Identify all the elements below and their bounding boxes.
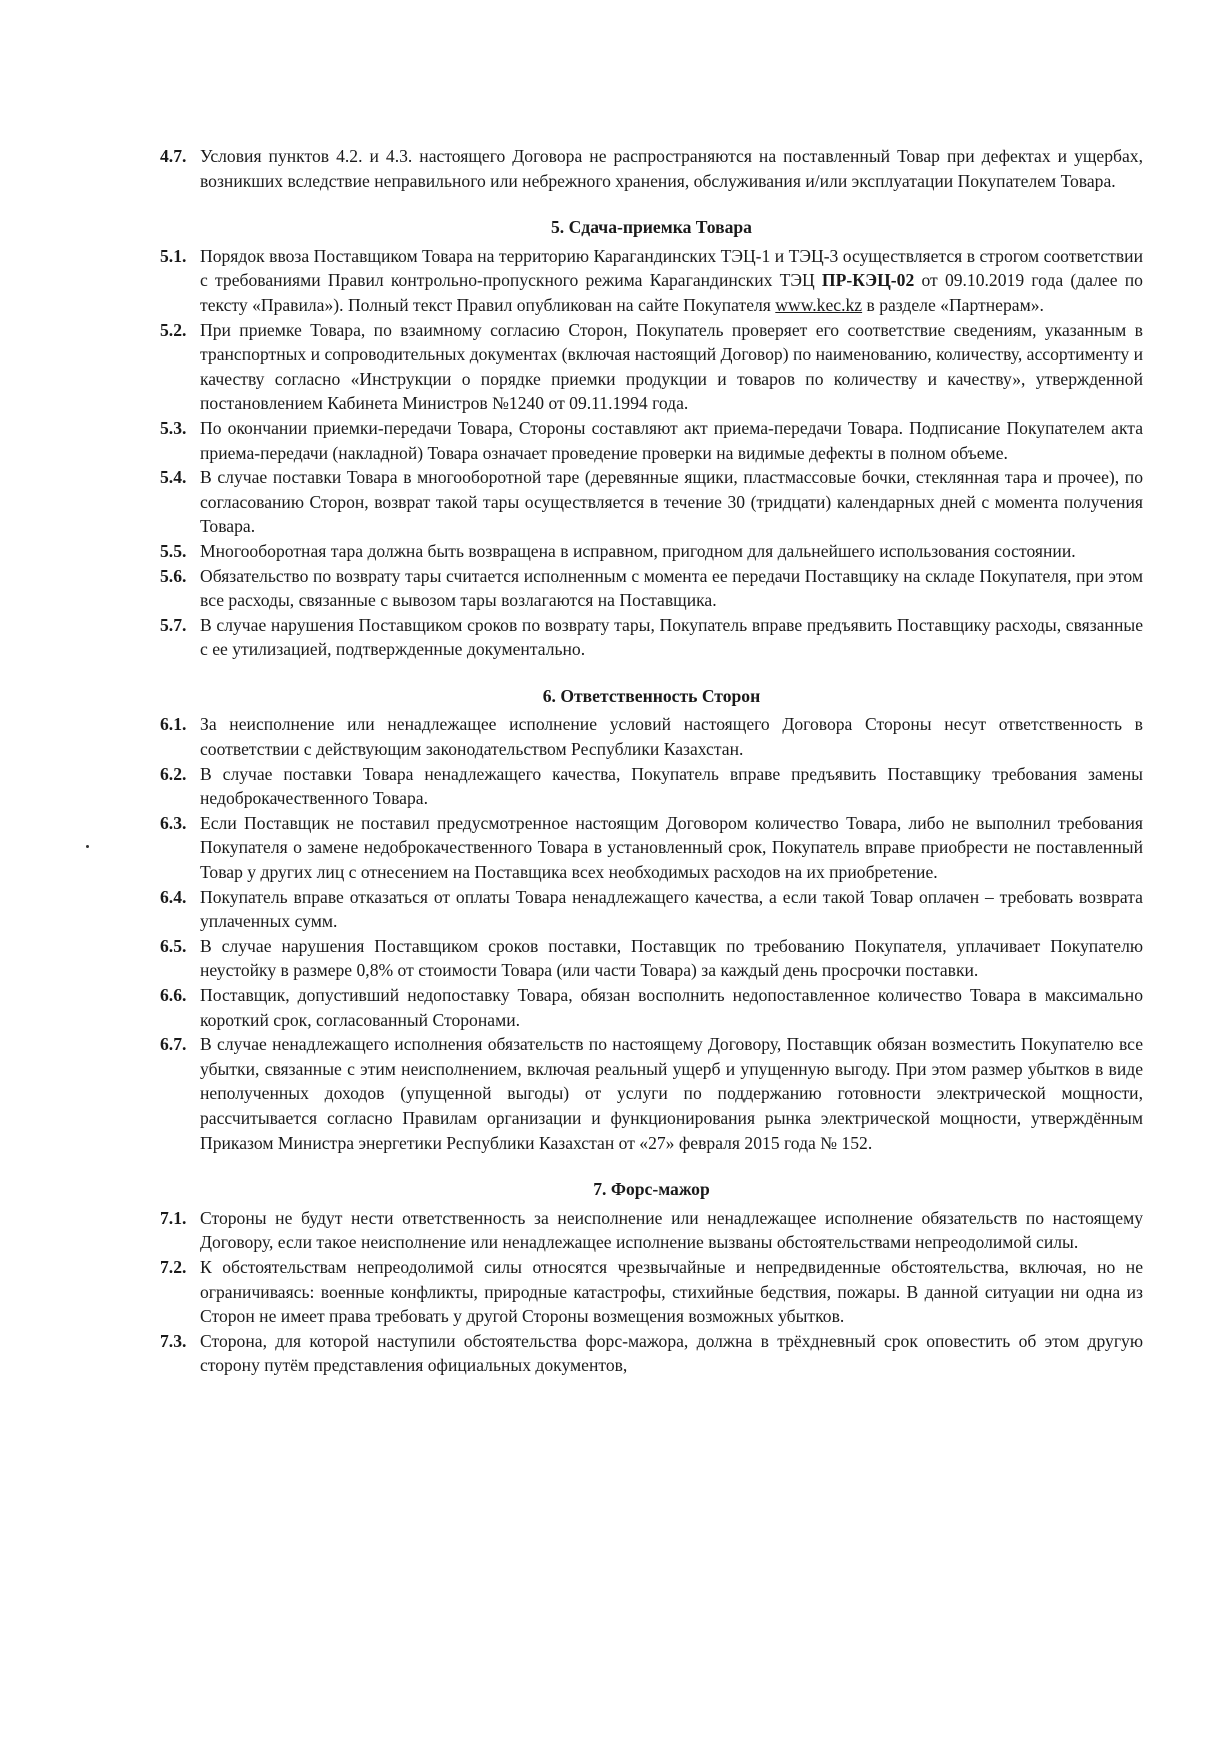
- clause-number: 5.7.: [160, 614, 187, 635]
- clause-4-7: [160, 144, 1143, 193]
- clause-text: При приемке Товара, по взаимному согласию Сторон, Покупатель проверяет его соответствие сведениям, указанным в транспортных и сопроводительных документах (включая настоящий Договор) по наименованию, количеству, ассортименту и качеству согласно «Инструкции о порядке приемки продукции и товаров по количеству и качеству», утвержденной постановлением Кабинета Министров №1240 от 09.11.1994 года.: [200, 319, 1143, 414]
- clause-number: 6.1.: [160, 714, 187, 735]
- clause-5-7: [160, 613, 1143, 662]
- clause-text: Стороны не будут нести ответственность за неисполнение или ненадлежащее исполнение обязательств по настоящему Договору, если такое неисполнение или ненадлежащее исполнение вызваны обстоятельствами непреодолимой силы.: [200, 1207, 1143, 1253]
- clause-text: Если Поставщик не поставил предусмотренное настоящим Договором количество Товара, либо не выполнил требования Покупателя о замене недоброкачественного Товара в установленный срок, Покупатель вправе приобрести не поставленный Товар у других лиц с отнесением на Поставщика всех необходимых расходов на их приобретение.: [200, 812, 1143, 883]
- clause-6-3: [160, 811, 1143, 885]
- clause-number: 6.4.: [160, 886, 187, 907]
- clause-6-2: [160, 762, 1143, 811]
- clause-text: Сторона, для которой наступили обстоятельства форс-мажора, должна в трёхдневный срок оповестить об этом другую сторону путём представления официальных документов,: [200, 1330, 1143, 1376]
- clause-7-2: [160, 1255, 1143, 1329]
- clause-number: 5.6.: [160, 565, 187, 586]
- clause-5-2: [160, 318, 1143, 416]
- clause-text: Поставщик, допустивший недопоставку Товара, обязан восполнить недопоставленное количество Товара в максимально короткий срок, согласованный Сторонами.: [200, 985, 1143, 1030]
- clause-5-3: [160, 416, 1143, 465]
- clause-7-1: [160, 1206, 1143, 1255]
- clause-6-5: [160, 934, 1143, 983]
- clause-text: По окончании приемки-передачи Товара, Стороны составляют акт приема-передачи Товара. Подписание Покупателем акта приема-передачи (накладной) Товара означает проведение проверки на видимые дефекты в полном объеме.: [200, 417, 1143, 463]
- clause-number: 5.3.: [160, 417, 187, 438]
- clause-number: 7.1.: [160, 1207, 187, 1228]
- clause-number: 6.6.: [160, 985, 187, 1005]
- clause-number: 5.4.: [160, 467, 187, 488]
- clause-number: 7.3.: [160, 1330, 187, 1351]
- clause-5-6: [160, 564, 1143, 613]
- clause-5-5: [160, 539, 1143, 564]
- clause-text: Порядок ввоза Поставщиком Товара на территорию Карагандинских ТЭЦ-1 и ТЭЦ-3 осуществляется в строгом соответствии с требованиями Правил контрольно-пропускного режима Карагандинских ТЭЦ: [200, 245, 1143, 291]
- clause-text: В случае нарушения Поставщиком сроков поставки, Поставщик по требованию Покупателя, уплачивает Покупателю неустойку в размере 0,8% от стоимости Товара (или части Товара) за каждый день просрочки поставки.: [200, 935, 1143, 981]
- clause-number: 6.5.: [160, 935, 187, 956]
- website-link[interactable]: www.kec.kz: [775, 294, 863, 315]
- clause-6-4: [160, 885, 1143, 934]
- clause-text: В случае ненадлежащего исполнения обязательств по настоящему Договору, Поставщик обязан возместить Покупателю все убытки, связанные с этим неисполнением, включая реальный ущерб и упущенную выгоду. При этом размер убытков в виде неполученных доходов (упущенной выгоды) от услуги по поддержанию готовности электрической мощности, рассчитывается согласно Правилам организации и функционирования рынка электрической мощности, утверждённым Приказом Министра энергетики Республики Казахстан от «27» февраля 2015 года № 152.: [200, 1034, 1143, 1153]
- clause-text: К обстоятельствам непреодолимой силы относятся чрезвычайные и непредвиденные обстоятельства, включая, но не ограничиваясь: военные конфликты, природные катастрофы, стихийные бедствия, пожары. В данной ситуации ни одна из Сторон не имеет права требовать у другой Стороны возмещения возможных убытков.: [200, 1256, 1143, 1327]
- clause-text: За неисполнение или ненадлежащее исполнение условий настоящего Договора Стороны несут ответственность в соответствии с действующим законодательством Республики Казахстан.: [200, 714, 1143, 760]
- scan-speck: [86, 845, 89, 848]
- clause-text: Условия пунктов 4.2. и 4.3. настоящего Договора не распространяются на поставленный Товар при дефектах и ущербах, возникших вследствие неправильного или небрежного хранения, обслуживания и/или эксплуатации Покупателем Товара.: [200, 146, 1143, 191]
- clause-text: Покупатель вправе отказаться от оплаты Товара ненадлежащего качества, а если такой Товар оплачен – требовать возврата уплаченных сумм.: [200, 886, 1143, 932]
- clause-text: в разделе «Партнерам».: [862, 294, 1044, 315]
- section-7-heading: 7. Форс-мажор: [593, 1179, 710, 1200]
- section-5-heading: 5. Сдача-приемка Товара: [551, 217, 752, 238]
- clause-number: 5.5.: [160, 540, 187, 561]
- section-6-heading: 6. Ответственность Сторон: [542, 685, 761, 706]
- clause-6-1: [160, 712, 1143, 761]
- clause-text: Многооборотная тара должна быть возвращена в исправном, пригодном для дальнейшего использования состоянии.: [200, 540, 1076, 561]
- clause-text: В случае поставки Товара в многооборотной таре (деревянные ящики, пластмассовые бочки, стеклянная тара и прочее), по согласованию Сторон, возврат такой тары осуществляется в течение 30 (тридцати) календарных дней с момента получения Товара.: [200, 467, 1143, 537]
- clause-number: 6.2.: [160, 763, 187, 784]
- clause-7-3: [160, 1329, 1143, 1378]
- clause-6-6: [160, 983, 1143, 1032]
- clause-number: 5.2.: [160, 319, 187, 340]
- clause-number: 5.1.: [160, 245, 187, 266]
- clause-5-4: [160, 465, 1143, 539]
- clause-number: 7.2.: [160, 1256, 187, 1277]
- clause-text: В случае поставки Товара ненадлежащего качества, Покупатель вправе предъявить Поставщику требования замены недоброкачественного Товара.: [200, 763, 1143, 809]
- rules-code: ПР-КЭЦ-02: [821, 270, 915, 291]
- clause-number: 6.7.: [160, 1034, 187, 1055]
- clause-5-1: [160, 244, 1143, 318]
- clause-number: 6.3.: [160, 812, 187, 833]
- clause-6-7: [160, 1032, 1143, 1155]
- clause-text: В случае нарушения Поставщиком сроков по возврату тары, Покупатель вправе предъявить Поставщику расходы, связанные с ее утилизацией, подтвержденные документально.: [200, 614, 1143, 660]
- clause-text: Обязательство по возврату тары считается исполненным с момента ее передачи Поставщику на складе Покупателя, при этом все расходы, связанные с вывозом тары возлагаются на Поставщика.: [200, 565, 1143, 611]
- clause-text: от 09.10.2019 года (далее по тексту «Правила»). Полный текст Правил опубликован на сайте Покупателя: [200, 270, 1143, 315]
- clause-number: 4.7.: [160, 146, 187, 166]
